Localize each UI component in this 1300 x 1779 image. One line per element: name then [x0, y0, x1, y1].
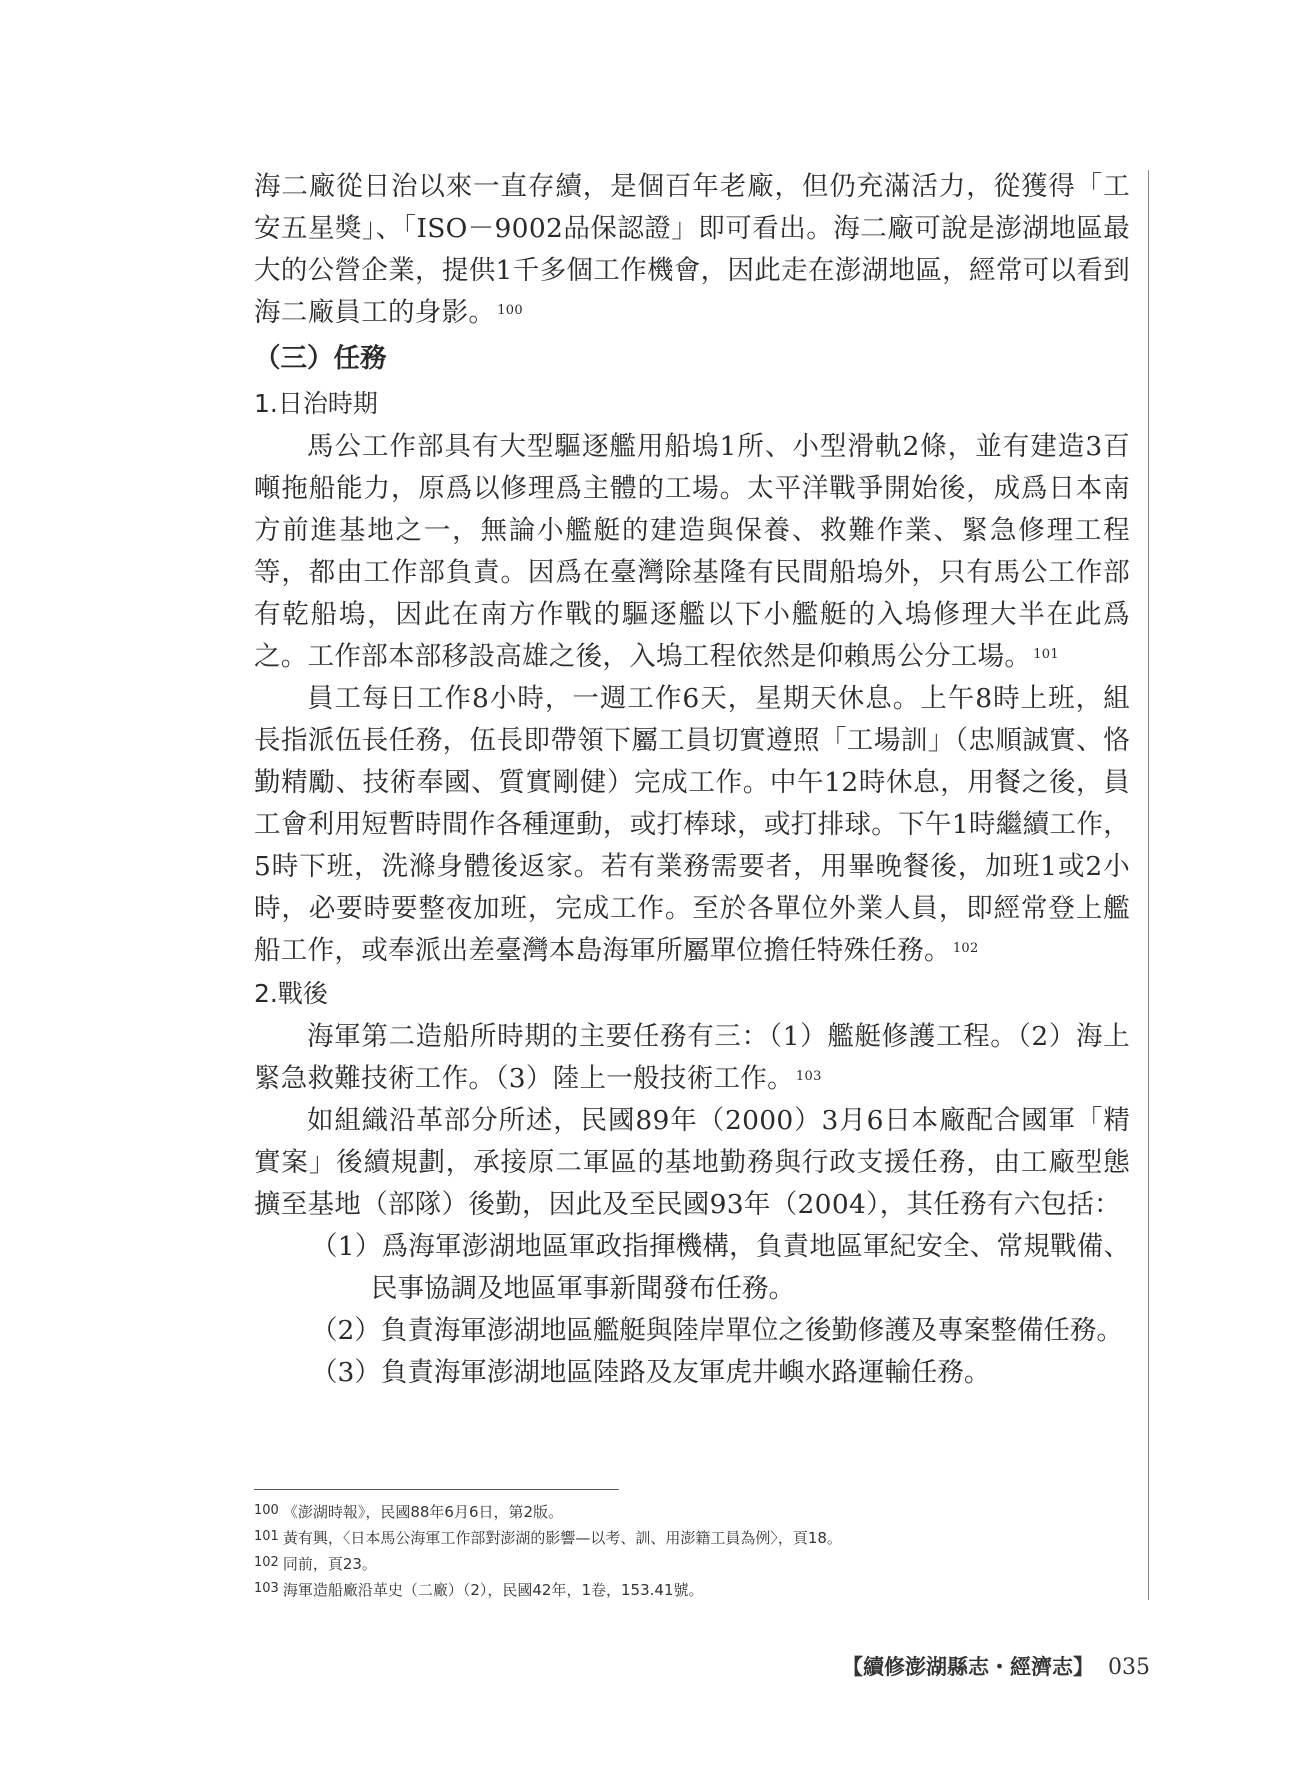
footnote-text: 海軍造船廠沿革史（二廠）（2），民國42年，1卷，153.41號。	[282, 1581, 704, 1599]
footnote-number: 103	[254, 1581, 279, 1596]
footnote-ref-100: 100	[497, 303, 523, 318]
footnote-text: 《澎湖時報》，民國88年6月6日，第2版。	[282, 1503, 564, 1521]
footnote-divider	[254, 1489, 619, 1490]
paragraph-2-text: 馬公工作部具有大型驅逐艦用船塢1所、小型滑軌2條，並有建造3百噸拖船能力，原爲以修理爲主體的工場。太平洋戰爭開始後，成爲日本南方前進基地之一，無論小艦艇的建造與保養、救難作業、緊急修理工程等，都由工作部負責。因爲在臺灣除基隆有民間船塢外，只有馬公工作部有乾船塢，因此在南方作戰的驅逐艦以下小艦艇的入塢修理大半在此爲之。工作部本部移設高雄之後，入塢工程依然是仰賴馬公分工場。	[254, 431, 1130, 672]
page-footer	[842, 1651, 1150, 1681]
footnote	[254, 1525, 1134, 1551]
footnote-number: 100	[254, 1503, 279, 1518]
footnote-text: 黃有興，〈日本馬公海軍工作部對澎湖的影響—以考、訓、用澎籍工員為例〉，頁18。	[282, 1529, 842, 1547]
footnote-number: 102	[254, 1555, 279, 1570]
margin-rule	[1148, 170, 1149, 1600]
footnote-number: 101	[254, 1529, 279, 1544]
subheading-postwar: 2.戰後	[254, 979, 328, 1008]
paragraph-2	[254, 426, 1130, 678]
paragraph-4-text: 海軍第二造船所時期的主要任務有三：（1）艦艇修護工程。（2）海上緊急救難技術工作。（3）陸上一般技術工作。	[254, 1021, 1130, 1094]
paragraph-1	[254, 166, 1130, 334]
book-title: 【續修澎湖縣志・經濟志】	[842, 1654, 1094, 1679]
page-number: 035	[1108, 1655, 1150, 1680]
list-item: （2）負責海軍澎湖地區艦艇與陸岸單位之後勤修護及專案整備任務。	[311, 1315, 1123, 1346]
paragraph-3-text: 員工每日工作8小時，一週工作6天，星期天休息。上午8時上班，組長指派伍長任務，伍長即帶領下屬工員切實遵照「工場訓」（忠順誠實、恪勤精勵、技術奉國、質實剛健）完成工作。中午12時休息，用餐之後，員工會利用短暫時間作各種運動，或打棒球，或打排球。下午1時繼續工作，5時下班，洗滌身體後返家。若有業務需要者，用畢晚餐後，加班1或2小時，必要時要整夜加班，完成工作。至於各單位外業人員，即經常登上艦船工作，或奉派出差臺灣本島海軍所屬單位擔任特殊任務。	[254, 683, 1130, 966]
footnote-ref-103: 103	[795, 1069, 822, 1084]
paragraph-3	[254, 678, 1130, 972]
footnote	[254, 1577, 1134, 1603]
list-item: （1）爲海軍澎湖地區軍政指揮機構，負責地區軍紀安全、常規戰備、民事協調及地區軍事新聞發布任務。	[311, 1231, 1130, 1304]
footnotes	[254, 1499, 1134, 1603]
section-heading: （三）任務	[254, 343, 387, 374]
paragraph-1-text: 海二廠從日治以來一直存續，是個百年老廠，但仍充滿活力，從獲得「工安五星獎」、「ISO－9002品保認證」即可看出。海二廠可說是澎湖地區最大的公營企業，提供1千多個工作機會，因此走在澎湖地區，經常可以看到海二廠員工的身影。	[254, 171, 1130, 328]
footnote-text: 同前，頁23。	[282, 1555, 377, 1573]
list-item: （3）負責海軍澎湖地區陸路及友軍虎井嶼水路運輸任務。	[311, 1357, 991, 1388]
paragraph-5: 如組織沿革部分所述，民國89年（2000）3月6日本廠配合國軍「精實案」後續規劃，承接原二軍區的基地勤務與行政支援任務，由工廠型態擴至基地（部隊）後勤，因此及至民國93年（2004），其任務有六包括：	[254, 1105, 1130, 1220]
footnote	[254, 1499, 1134, 1525]
footnote-ref-101: 101	[1033, 647, 1059, 662]
paragraph-4	[254, 1016, 1130, 1100]
footnote-ref-102: 102	[952, 941, 979, 956]
footnote	[254, 1551, 1134, 1577]
main-text	[254, 166, 1130, 1394]
subheading-japanese-era: 1.日治時期	[254, 389, 378, 418]
